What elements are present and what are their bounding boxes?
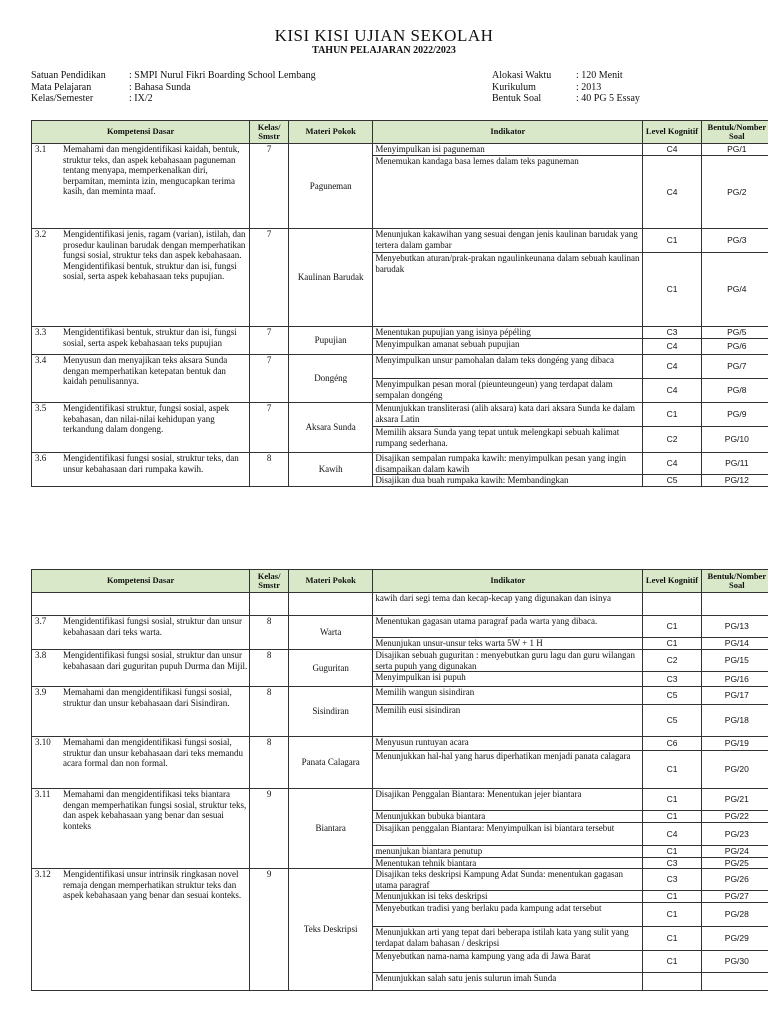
level-kognitif-cell: C1 [643,811,701,823]
kd-number: 3.10 [35,737,51,747]
kd-number: 3.1 [35,144,47,154]
table-row [32,453,768,475]
nomor-soal-cell [701,593,768,616]
indikator-cell: Memilih eusi sisindiran [373,705,643,737]
kompetensi-dasar-cell [32,650,250,687]
level-kognitif-cell: C3 [643,869,701,891]
nomor-soal-cell: PG/8 [701,379,768,403]
document-title: KISI KISI UJIAN SEKOLAH [274,26,494,45]
materi-pokok-cell: Panata Calagara [289,737,373,789]
meta-value: : SMPI Nurul Fikri Boarding School Lembang [129,70,316,81]
kelas-semester-cell: 8 [250,453,289,487]
nomor-soal-cell: PG/5 [701,327,768,339]
nomor-soal-cell: PG/18 [701,705,768,737]
meta-label: Kelas/Semester [31,93,94,104]
materi-pokok-cell: Aksara Sunda [289,403,373,453]
kompetensi-dasar-cell [32,593,250,616]
nomor-soal-cell: PG/2 [701,156,768,229]
table-row [32,229,768,253]
kd-number: 3.12 [35,869,51,879]
kd-number: 3.9 [35,687,47,697]
kompetensi-dasar-content [32,144,249,197]
nomor-soal-cell: PG/24 [701,846,768,858]
indikator-cell: Menunjukkan salah satu jenis sulurun imah Sunda [373,973,643,991]
kd-number: 3.5 [35,403,47,413]
indikator-cell: Disajikan Penggalan Biantara: Menentukan jejer biantara [373,789,643,811]
indikator-cell: Menentukan gagasan utama paragraf pada warta yang dibaca. [373,616,643,638]
indikator-cell: Memilih aksara Sunda yang tepat untuk melengkapi sebuah kalimat rumpang sederhana. [373,427,643,453]
level-kognitif-cell: C1 [643,638,701,650]
kd-text: Mengidentifikasi fungsi sosial, struktur dan unsur kebahasaan dari teks warta. [63,616,242,637]
kelas-semester-cell: 8 [250,687,289,737]
indikator-cell: Disajikan penggalan Biantara: Menyimpulkan isi biantara tersebut [373,823,643,846]
meta-value: : 2013 [576,81,602,93]
indikator-cell: menunjukan biantara penutup [373,846,643,858]
table-header-row [32,570,768,593]
kd-text: Mengidentifikasi fungsi sosial, struktur teks, dan unsur kebahasaan dari rumpaka kawih. [63,453,239,474]
meta-row [31,93,316,105]
table-row [32,687,768,705]
level-kognitif-cell: C1 [643,403,701,427]
kompetensi-dasar-content [32,403,249,435]
nomor-soal-cell: PG/16 [701,672,768,687]
level-kognitif-cell: C1 [643,229,701,253]
level-kognitif-cell: C1 [643,253,701,327]
kd-number: 3.2 [35,229,47,239]
kelas-semester-cell: 9 [250,869,289,991]
level-kognitif-cell: C1 [643,751,701,789]
nomor-soal-cell: PG/30 [701,951,768,973]
kisi-kisi-table-page-2 [31,569,768,991]
kd-text: Memahami dan mengidentifikasi fungsi sosial, struktur dan unsur kebahasaan dari Sisindiran. [63,687,232,708]
header-bentuk-nomor-soal: Bentuk/Nomber Soal [701,570,768,593]
kelas-semester-cell: 8 [250,616,289,650]
kd-number: 3.11 [35,789,51,799]
level-kognitif-cell: C6 [643,737,701,751]
meta-row [492,93,640,105]
level-kognitif-cell: C3 [643,672,701,687]
indikator-cell: Menentukan tehnik biantara [373,857,643,869]
kompetensi-dasar-content [32,327,249,348]
indikator-cell: Disajikan teks deskripsi Kampung Adat Sunda: menentukan gagasan utama paragraf [373,869,643,891]
nomor-soal-cell: PG/22 [701,811,768,823]
kd-text: Mengidentifikasi bentuk, struktur dan isi, fungsi sosial, serta aspek kebahasaan teks pupujian [63,327,237,348]
nomor-soal-cell: PG/6 [701,339,768,355]
level-kognitif-cell: C1 [643,789,701,811]
kompetensi-dasar-content [32,869,249,901]
kd-text: Memahami dan mengidentifikasi teks biantara dengan memperhatikan fungsi sosial, struktur teks, dan aspek kebahasaan yang benar dan sesuai konteks [63,789,247,831]
indikator-cell: Disajikan dua buah rumpaka kawih: Membandingkan [373,475,643,487]
kelas-semester-cell: 9 [250,789,289,869]
table-row [32,593,768,616]
kompetensi-dasar-content [32,229,249,282]
kd-text: Mengidentifikasi fungsi sosial, struktur dan unsur kebahasaan dari guguritan pupuh Durma dan Mijil. [63,650,248,671]
materi-pokok-cell: Guguritan [289,650,373,687]
kd-text: Memahami dan mengidentifikasi fungsi sosial, struktur dan unsur kebahasaan dari teks memandu acara formal dan non formal. [63,737,243,768]
kd-text: Menyusun dan menyajikan teks aksara Sunda dengan memperhatikan ketepatan bentuk dan kaidah penulisannya. [63,355,228,386]
materi-pokok-cell [289,593,373,616]
table-row [32,144,768,156]
indikator-cell: Menemukan kandaga basa lemes dalam teks paguneman [373,156,643,229]
indikator-cell: Menunjukkan bubuka biantara [373,811,643,823]
nomor-soal-cell: PG/15 [701,650,768,672]
indikator-cell: Menyimpulkan pesan moral (pieunteungeun) yang terdapat dalam sempalan dongéng [373,379,643,403]
meta-value: : 40 PG 5 Essay [576,93,640,104]
nomor-soal-cell: PG/25 [701,857,768,869]
meta-row [492,82,640,94]
level-kognitif-cell: C4 [643,453,701,475]
kd-number: 3.3 [35,327,47,337]
kelas-semester-cell: 7 [250,355,289,403]
kompetensi-dasar-cell [32,869,250,991]
kompetensi-dasar-cell [32,403,250,453]
nomor-soal-cell: PG/9 [701,403,768,427]
nomor-soal-cell: PG/26 [701,869,768,891]
nomor-soal-cell: PG/14 [701,638,768,650]
kompetensi-dasar-cell [32,789,250,869]
indikator-cell: Menunjukkan arti yang tepat dari beberapa istilah kata yang sulit yang terdapat dalam bahasan / deskripsi [373,927,643,951]
nomor-soal-cell: PG/29 [701,927,768,951]
indikator-cell: kawih dari segi tema dan kecap-kecap yang digunakan dan isinya [373,593,643,616]
table-row [32,355,768,379]
table-row [32,737,768,751]
kompetensi-dasar-content [32,737,249,769]
nomor-soal-cell: PG/10 [701,427,768,453]
nomor-soal-cell: PG/13 [701,616,768,638]
kompetensi-dasar-cell [32,687,250,737]
indikator-cell: Menyebutkan aturan/prak-prakan ngaulinkeunana dalam sebuah kaulinan barudak [373,253,643,327]
meta-value: : 120 Menit [576,70,623,81]
kompetensi-dasar-content [32,650,249,671]
materi-pokok-cell: Biantara [289,789,373,869]
kompetensi-dasar-cell [32,144,250,229]
materi-pokok-cell: Kawih [289,453,373,487]
materi-pokok-cell: Teks Deskripsi [289,869,373,991]
level-kognitif-cell [643,973,701,991]
level-kognitif-cell: C4 [643,339,701,355]
nomor-soal-cell: PG/23 [701,823,768,846]
kompetensi-dasar-content [32,789,249,831]
header-kelas-semester: Kelas/ Smstr [250,570,289,593]
level-kognitif-cell: C2 [643,650,701,672]
indikator-cell: Menunjukkan hal-hal yang harus diperhatikan menjadi panata calagara [373,751,643,789]
level-kognitif-cell: C1 [643,951,701,973]
kompetensi-dasar-content [32,355,249,387]
indikator-cell: Menunjukkan isi teks deskripsi [373,891,643,903]
indikator-cell: Menyusun runtuyan acara [373,737,643,751]
kelas-semester-cell: 7 [250,327,289,355]
meta-label: Mata Pelajaran [31,81,92,93]
kelas-semester-cell: 7 [250,229,289,327]
table-row [32,403,768,427]
indikator-cell: Menyebutkan tradisi yang berlaku pada kampung adat tersebut [373,903,643,927]
indikator-cell: Disajikan sebuah guguritan : menyebutkan guru lagu dan guru wilangan serta pupuh yang digunakan [373,650,643,672]
indikator-cell: Menyimpulkan amanat sebuah pupujian [373,339,643,355]
indikator-cell: Menyebutkan nama-nama kampung yang ada di Jawa Barat [373,951,643,973]
kelas-semester-cell: 8 [250,650,289,687]
level-kognitif-cell: C2 [643,427,701,453]
nomor-soal-cell: PG/20 [701,751,768,789]
level-kognitif-cell: C1 [643,846,701,858]
header-level-kognitif: Level Kognitif [643,121,701,144]
level-kognitif-cell: C5 [643,705,701,737]
level-kognitif-cell: C1 [643,616,701,638]
indikator-cell: Disajikan sempalan rumpaka kawih: menyimpulkan pesan yang ingin disampaikan dalam kawih [373,453,643,475]
table-row [32,869,768,891]
meta-label: Kurikulum [492,81,536,93]
header-materi-pokok: Materi Pokok [289,570,373,593]
level-kognitif-cell: C4 [643,156,701,229]
kelas-semester-cell [250,593,289,616]
level-kognitif-cell: C1 [643,903,701,927]
header-level-kognitif: Level Kognitif [643,570,701,593]
nomor-soal-cell: PG/3 [701,229,768,253]
meta-value: : Bahasa Sunda [129,81,191,93]
level-kognitif-cell: C3 [643,857,701,869]
meta-row [492,70,640,82]
kelas-semester-cell: 7 [250,403,289,453]
kelas-semester-cell: 7 [250,144,289,229]
header-kompetensi-dasar: Kompetensi Dasar [32,570,250,593]
materi-pokok-cell: Kaulinan Barudak [289,229,373,327]
meta-label: Satuan Pendidikan [31,70,106,81]
meta-label: Bentuk Soal [492,93,542,104]
kompetensi-dasar-cell [32,737,250,789]
kd-number: 3.7 [35,616,47,626]
kd-text: Mengidentifikasi jenis, ragam (varian), istilah, dan prosedur kaulinan barudak dengan memperhatikan fungsi sosial, struktur teks dan aspek kebahasaan. Mengidentifikasi bentuk, struktur dan isi, fungsi sosial, serta aspek kebahasaan teks pupujian. [63,229,246,281]
kd-number: 3.4 [35,355,47,365]
nomor-soal-cell [701,973,768,991]
indikator-cell: Menyimpulkan isi paguneman [373,144,643,156]
kelas-semester-cell: 8 [250,737,289,789]
nomor-soal-cell: PG/21 [701,789,768,811]
level-kognitif-cell: C4 [643,355,701,379]
nomor-soal-cell: PG/1 [701,144,768,156]
nomor-soal-cell: PG/17 [701,687,768,705]
header-indikator: Indikator [373,121,643,144]
nomor-soal-cell: PG/28 [701,903,768,927]
indikator-cell: Menyimpulkan unsur pamohalan dalam teks dongéng yang dibaca [373,355,643,379]
table-row [32,327,768,339]
nomor-soal-cell: PG/19 [701,737,768,751]
level-kognitif-cell: C4 [643,823,701,846]
meta-value: : IX/2 [129,93,153,104]
kompetensi-dasar-cell [32,327,250,355]
header-kelas-semester: Kelas/ Smstr [250,121,289,144]
nomor-soal-cell: PG/7 [701,355,768,379]
kompetensi-dasar-content [32,616,249,637]
level-kognitif-cell: C4 [643,144,701,156]
header-materi-pokok: Materi Pokok [289,121,373,144]
kd-number: 3.6 [35,453,47,463]
kompetensi-dasar-cell [32,229,250,327]
level-kognitif-cell: C5 [643,475,701,487]
document-subtitle: TAHUN PELAJARAN 2022/2023 [312,45,456,56]
kd-text: Mengidentifikasi struktur, fungsi sosial, aspek kebahasan, dan nilai-nilai kehidupan yang terkandung dalam dongeng. [63,403,230,434]
level-kognitif-cell: C4 [643,379,701,403]
kompetensi-dasar-content [32,687,249,708]
header-kompetensi-dasar: Kompetensi Dasar [32,121,250,144]
nomor-soal-cell: PG/4 [701,253,768,327]
indikator-cell: Menunjukan kakawihan yang sesuai dengan jenis kaulinan barudak yang tertera dalam gambar [373,229,643,253]
header-bentuk-nomor-soal: Bentuk/Nomber Soal [701,121,768,144]
level-kognitif-cell: C1 [643,891,701,903]
meta-info-right [492,70,640,105]
level-kognitif-cell [643,593,701,616]
kompetensi-dasar-cell [32,616,250,650]
meta-info-left [31,70,316,105]
materi-pokok-cell: Dongéng [289,355,373,403]
meta-label: Alokasi Waktu [492,70,552,81]
table-header-row [32,121,768,144]
materi-pokok-cell: Sisindiran [289,687,373,737]
kompetensi-dasar-cell [32,355,250,403]
materi-pokok-cell: Paguneman [289,144,373,229]
materi-pokok-cell: Pupujian [289,327,373,355]
indikator-cell: Menunjukkan transliterasi (alih aksara) kata dari aksara Sunda ke dalam aksara Latin [373,403,643,427]
indikator-cell: Menentukan pupujian yang isinya pépéling [373,327,643,339]
indikator-cell: Menunjukan unsur-unsur teks warta 5W + 1 H [373,638,643,650]
meta-row [31,82,316,94]
kompetensi-dasar-content [32,453,249,474]
indikator-cell: Menyimpulkan isi pupuh [373,672,643,687]
level-kognitif-cell: C1 [643,927,701,951]
table-row [32,650,768,672]
table-row [32,789,768,811]
kd-text: Mengidentifikasi unsur intrinsik ringkasan novel remaja dengan memperhatikan struktur teks dan aspek kebahasaan yang benar dan sesuai konteks. [63,869,242,900]
nomor-soal-cell: PG/27 [701,891,768,903]
kisi-kisi-table-page-1 [31,120,768,487]
level-kognitif-cell: C3 [643,327,701,339]
materi-pokok-cell: Warta [289,616,373,650]
nomor-soal-cell: PG/11 [701,453,768,475]
nomor-soal-cell: PG/12 [701,475,768,487]
kompetensi-dasar-cell [32,453,250,487]
kd-text: Memahami dan mengidentifikasi kaidah, bentuk, struktur teks, dan aspek kebahasaan paguneman tentang menyapa, memperkenalkan diri, berpamitan, meminta izin, mengucapkan terima kasih, dan meminta maaf. [63,144,240,196]
indikator-cell: Memilih wangun sisindiran [373,687,643,705]
kd-number: 3.8 [35,650,47,660]
table-row [32,616,768,638]
header-indikator: Indikator [373,570,643,593]
meta-row [31,70,316,82]
level-kognitif-cell: C5 [643,687,701,705]
